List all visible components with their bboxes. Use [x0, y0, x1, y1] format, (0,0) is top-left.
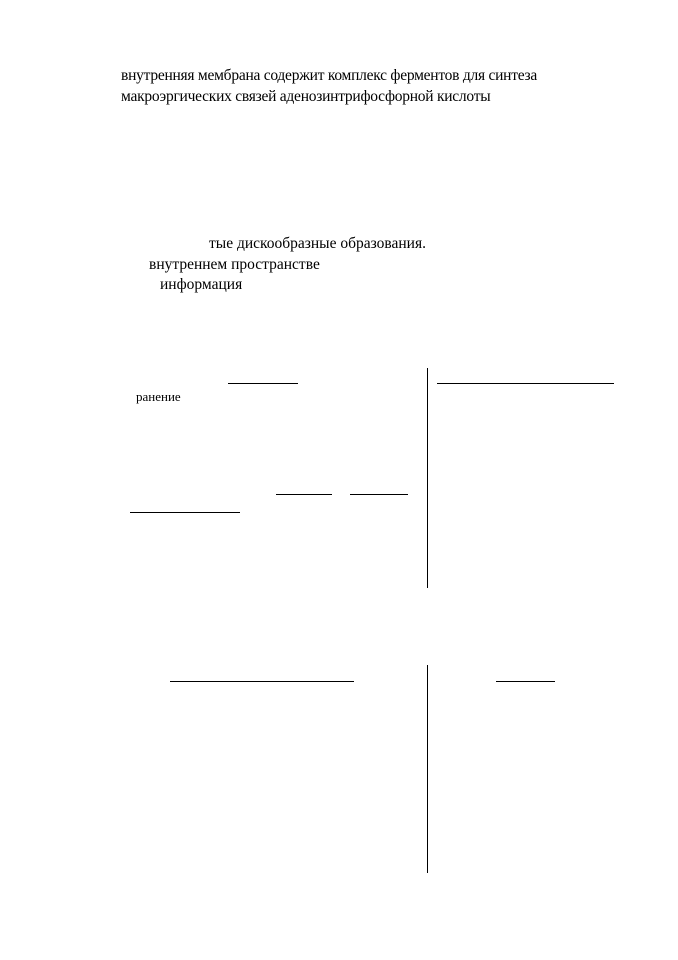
table-1-label: ранение [136, 389, 181, 404]
blank-line [228, 383, 298, 384]
blank-line [496, 681, 555, 682]
blank-line [130, 512, 240, 513]
blank-line [170, 681, 354, 682]
blank-line [437, 383, 614, 384]
column-divider [427, 665, 428, 873]
column-divider [427, 368, 428, 588]
blank-line [350, 494, 408, 495]
paragraph-2-line-1: тые дискообразные образования. [209, 235, 426, 252]
paragraph-1-line-1: внутренняя мембрана содержит комплекс ферментов для синтеза [121, 67, 538, 84]
paragraph-1-line-2: макроэргических связей аденозинтрифосфорной кислоты [121, 88, 491, 105]
blank-line [276, 494, 332, 495]
paragraph-2-line-2: внутреннем пространстве [149, 256, 320, 273]
paragraph-2-line-3: информация [160, 276, 243, 293]
